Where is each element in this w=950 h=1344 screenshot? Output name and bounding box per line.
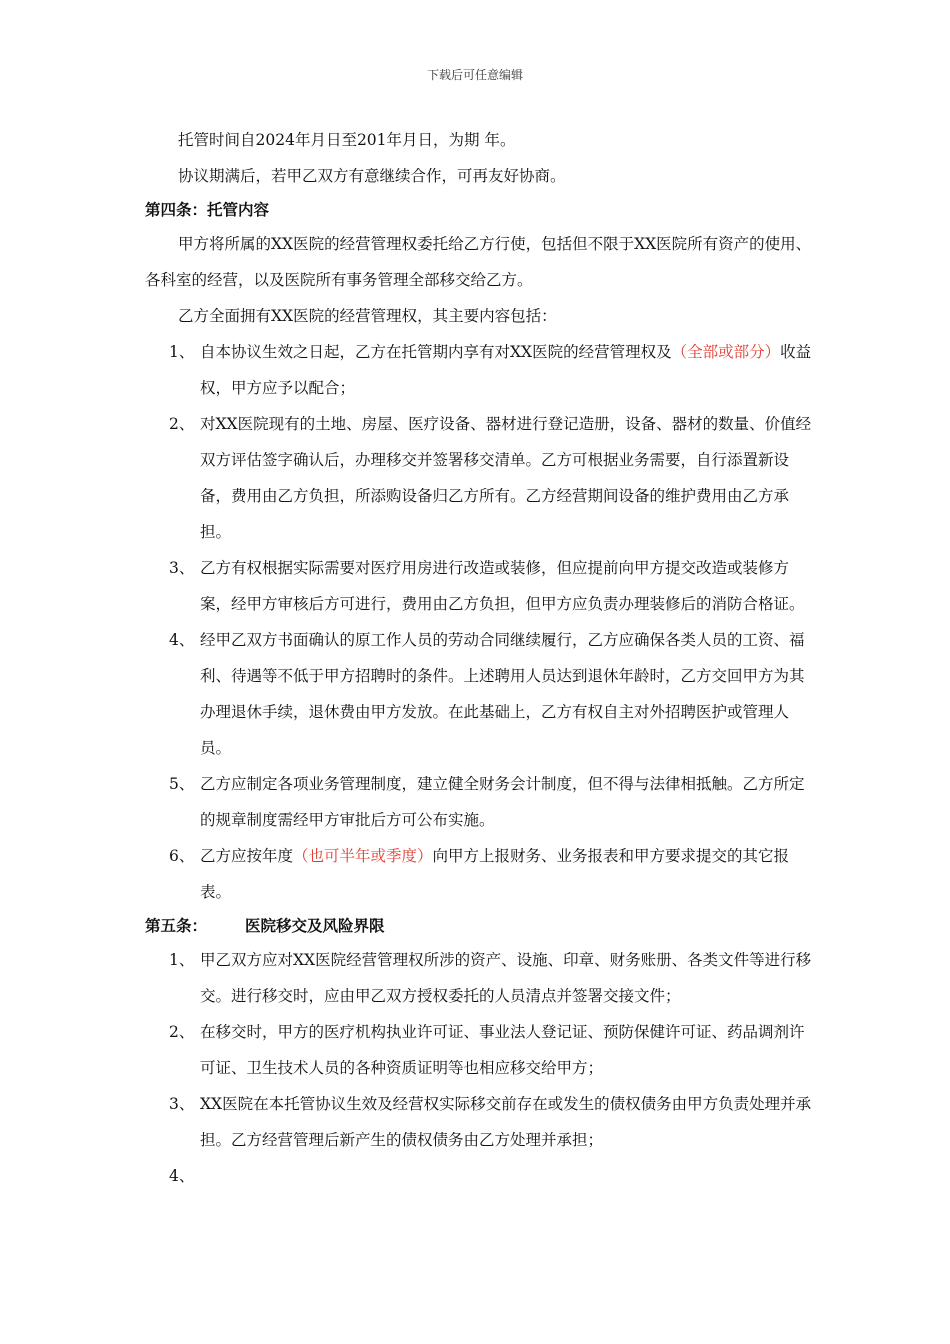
item-text: 在移交时，甲方的医疗机构执业许可证、事业法人登记证、预防保健许可证、药品调剂许可证、卫生技术人员的各种资质证明等也相应移交给甲方；	[200, 1023, 805, 1077]
article5-title: 医院移交及风险界限	[245, 916, 385, 935]
list-item	[145, 622, 815, 766]
item-number: 4、	[169, 631, 195, 649]
list-item	[145, 766, 815, 838]
list-item	[145, 406, 815, 550]
item-number: 5、	[169, 775, 195, 793]
list-item	[145, 942, 815, 1014]
item-text: 乙方有权根据实际需要对医疗用房进行改造或装修，但应提前向甲方提交改造或装修方案，经甲方审核后方可进行，费用由乙方负担，但甲方应负责办理装修后的消防合格证。	[200, 559, 805, 613]
item-text: 甲乙双方应对XX医院经营管理权所涉的资产、设施、印章、财务账册、各类文件等进行移交。进行移交时，应由甲乙双方授权委托的人员清点并签署交接文件；	[200, 951, 812, 1005]
item-note-red: （也可半年或季度）	[293, 847, 433, 865]
item-text: 自本协议生效之日起，乙方在托管期内享有对XX医院的经营管理权及	[200, 343, 672, 361]
item-number: 1、	[169, 951, 195, 969]
list-item	[145, 838, 815, 910]
list-item	[145, 1086, 815, 1158]
article5-label: 第五条：	[145, 916, 208, 935]
item-number: 4、	[169, 1167, 195, 1185]
renew-paragraph: 协议期满后，若甲乙双方有意继续合作，可再友好协商。	[178, 167, 566, 185]
item-number: 2、	[169, 1023, 195, 1041]
article4-intro: 甲方将所属的XX医院的经营管理权委托给乙方行使，包括但不限于XX医院所有资产的使用、各科室的经营，以及医院所有事务管理全部移交给乙方。	[145, 235, 812, 289]
item-text: 乙方应按年度	[200, 847, 294, 865]
article4-heading: 第四条：托管内容	[145, 200, 270, 219]
item-number: 6、	[169, 847, 195, 865]
document-body	[145, 122, 815, 1194]
item-text: 乙方应制定各项业务管理制度，建立健全财务会计制度，但不得与法律相抵触。乙方所定的规章制度需经甲方审批后方可公布实施。	[200, 775, 805, 829]
item-note-red: （全部或部分）	[671, 343, 781, 361]
item-text: XX医院在本托管协议生效及经营权实际移交前存在或发生的债权债务由甲方负责处理并承担。乙方经营管理后新产生的债权债务由乙方处理并承担；	[200, 1095, 812, 1149]
item-text: 向甲方上报财务、业务报表和甲方要求提交的其它报表。	[200, 847, 790, 901]
list-item	[145, 1014, 815, 1086]
item-text: 对XX医院现有的土地、房屋、医疗设备、器材进行登记造册，设备、器材的数量、价值经双方评估签字确认后，办理移交并签署移交清单。乙方可根据业务需要，自行添置新设备，费用由乙方负担，所添购设备归乙方所有。乙方经营期间设备的维护费用由乙方承担。	[200, 415, 812, 541]
page-header: 下载后可任意编辑	[426, 68, 523, 82]
item-number: 2、	[169, 415, 195, 433]
list-item	[145, 550, 815, 622]
list-item	[145, 334, 815, 406]
item-number: 3、	[169, 559, 195, 577]
list-item	[145, 1158, 815, 1194]
term-paragraph: 托管时间自2024年月日至201年月日，为期 年。	[178, 131, 516, 149]
article4-scope: 乙方全面拥有XX医院的经营管理权，其主要内容包括：	[178, 307, 557, 325]
item-text: 经甲乙双方书面确认的原工作人员的劳动合同继续履行，乙方应确保各类人员的工资、福利、待遇等不低于甲方招聘时的条件。上述聘用人员达到退休年龄时，乙方交回甲方为其办理退休手续，退休费由甲方发放。在此基础上，乙方有权自主对外招聘医护或管理人员。	[200, 631, 805, 757]
article5-heading	[145, 910, 815, 942]
item-text: 收益权，甲方应予以配合；	[200, 343, 812, 397]
item-number: 3、	[169, 1095, 195, 1113]
item-number: 1、	[169, 343, 195, 361]
